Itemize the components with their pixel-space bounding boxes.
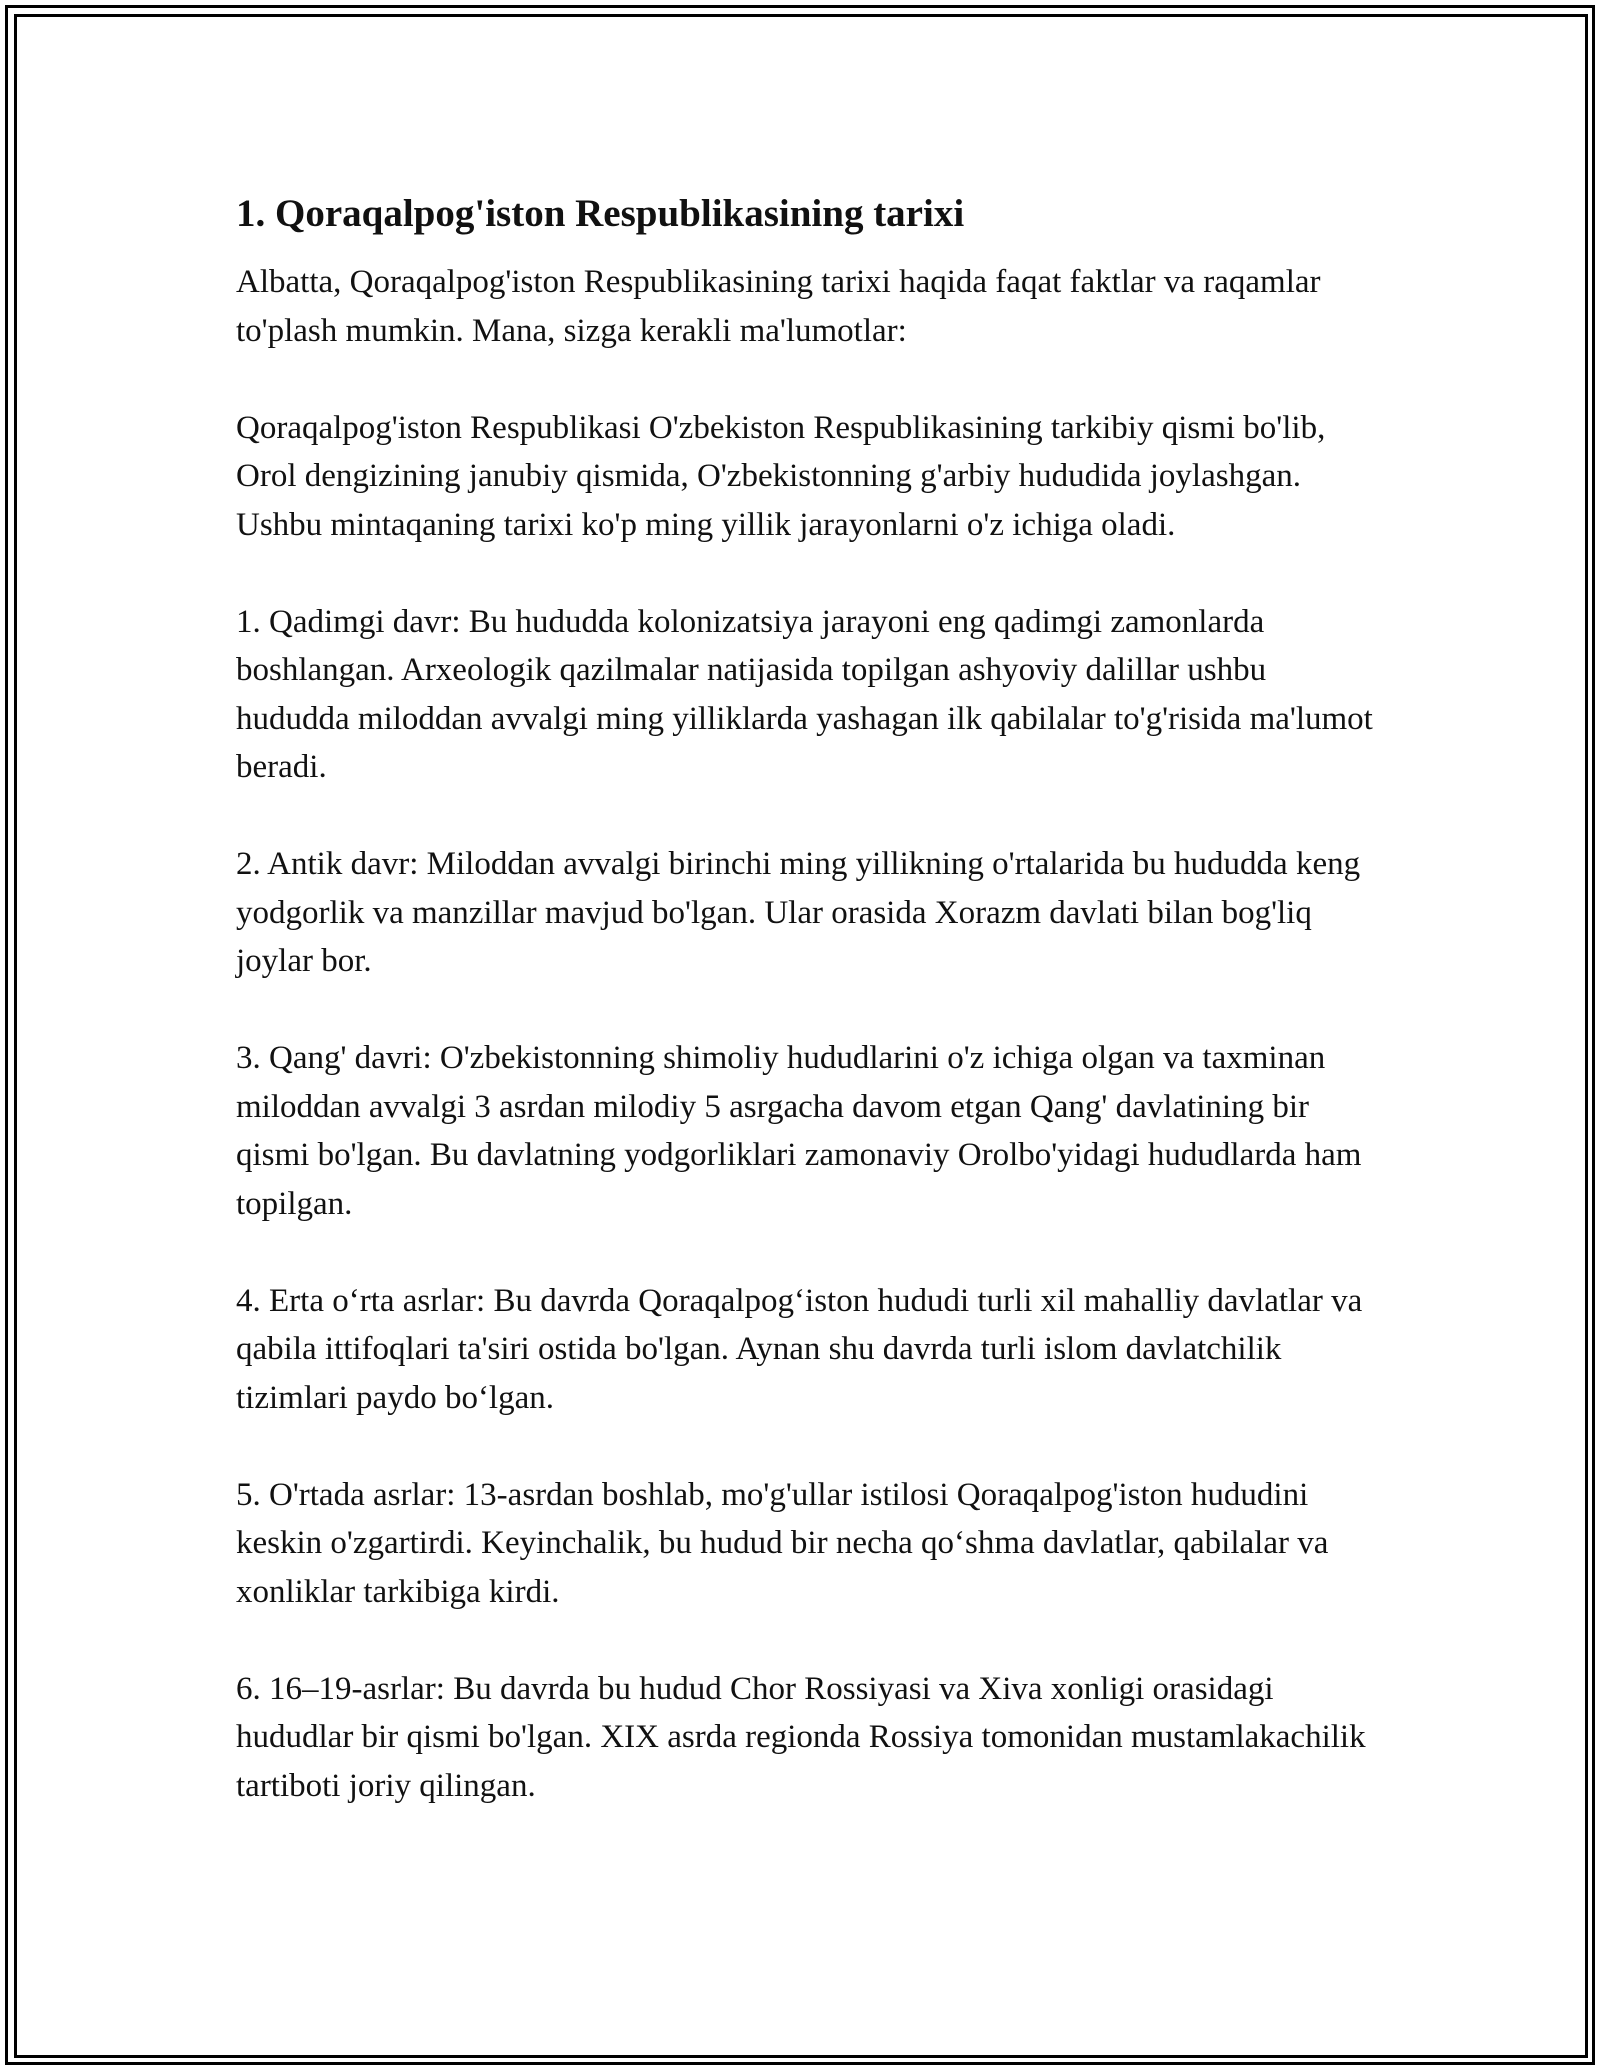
paragraph-antique-period: 2. Antik davr: Miloddan avvalgi birinchi ming yillikning o'rtalarida bu hududda keng yodgorlik va manzillar mavjud bo'lgan. Ular orasida Xorazm davlati bilan bog'liq joylar bor.: [236, 846, 1361, 979]
document-body: [236, 190, 1376, 1859]
document-title: 1. Qoraqalpog'iston Respublikasining tarixi: [236, 192, 965, 235]
paragraph-middle-ages: 5. O'rtada asrlar: 13-asrdan boshlab, mo'g'ullar istilosi Qoraqalpog'iston hududini keskin o'zgartirdi. Keyinchalik, bu hudud bir necha qo‘shma davlatlar, qabilalar va xonliklar tarkibiga kirdi.: [236, 1476, 1329, 1610]
paragraph-intro: Albatta, Qoraqalpog'iston Respublikasining tarixi haqida faqat faktlar va raqamlar to'plash mumkin. Mana, sizga kerakli ma'lumotlar:: [236, 264, 1321, 349]
paragraph-early-middle-ages: 4. Erta o‘rta asrlar: Bu davrda Qoraqalpog‘iston hududi turli xil mahalliy davlatlar va qabila ittifoqlari ta'siri ostida bo'lgan. Aynan shu davrda turli islom davlatchilik tizimlari paydo bo‘lgan.: [236, 1282, 1363, 1416]
paragraph-overview: Qoraqalpog'iston Respublikasi O'zbekiston Respublikasining tarkibiy qismi bo'lib, Orol dengizining janubiy qismida, O'zbekistonning g'arbiy hududida joylashgan. Ushbu mintaqaning tarixi ko'p ming yillik jarayonlarni o'z ichiga oladi.: [236, 409, 1326, 543]
paragraph-16-19-centuries: 6. 16–19-asrlar: Bu davrda bu hudud Chor Rossiyasi va Xiva xonligi orasidagi hududlar bir qismi bo'lgan. XIX asrda regionda Rossiya tomonidan mustamlakachilik tartiboti joriy qilingan.: [236, 1670, 1366, 1804]
paragraph-kangju-period: 3. Qang' davri: O'zbekistonning shimoliy hududlarini o'z ichiga olgan va taxminan miloddan avvalgi 3 asrdan milodiy 5 asrgacha davom etgan Qang' davlatining bir qismi bo'lgan. Bu davlatning yodgorliklari zamonaviy Orolbo'yidagi hududlarda ham topilgan.: [236, 1040, 1362, 1222]
paragraph-ancient-period: 1. Qadimgi davr: Bu hududda kolonizatsiya jarayoni eng qadimgi zamonlarda boshlangan. Arxeologik qazilmalar natijasida topilgan ashyoviy dalillar ushbu hududda miloddan avvalgi ming yilliklarda yashagan ilk qabilalar to'g'risida ma'lumot beradi.: [236, 603, 1373, 785]
